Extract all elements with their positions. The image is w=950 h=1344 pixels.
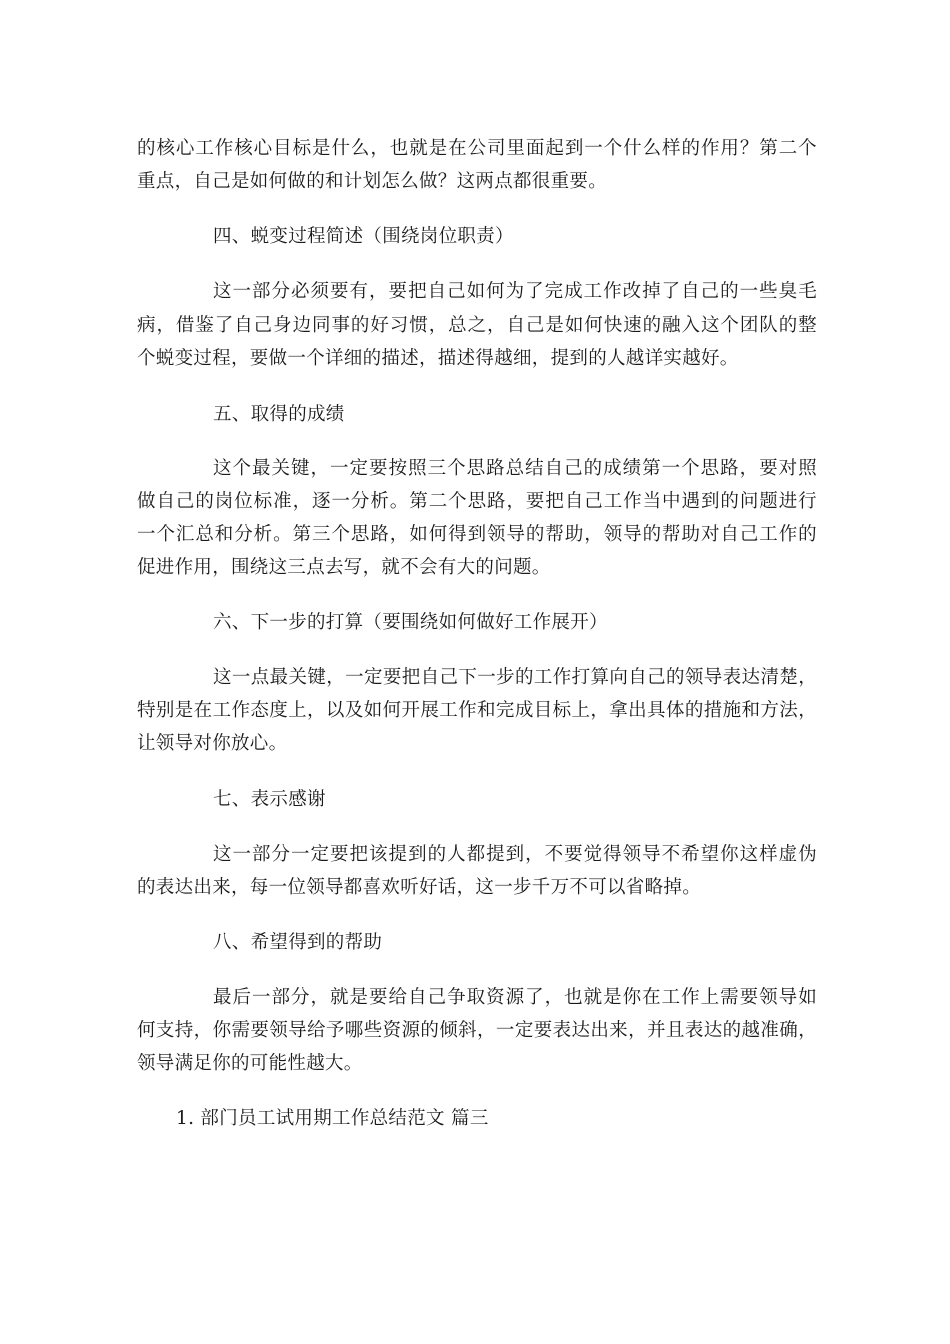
- paragraph-line: 领导满足你的可能性越大。: [137, 1053, 363, 1074]
- paragraph-line: 最后一部分，就是要给自己争取资源了，也就是你在工作上需要领导如: [213, 987, 817, 1008]
- paragraph-line: 促进作用，围绕这三点去写，就不会有大的问题。: [137, 557, 551, 578]
- section-heading: 八、希望得到的帮助: [213, 932, 383, 953]
- list-item-heading: 1. 部门员工试用期工作总结范文 篇三: [176, 1108, 489, 1129]
- section-heading: 六、下一步的打算（要围绕如何做好工作展开）: [213, 612, 608, 633]
- section-heading: 五、取得的成绩: [213, 404, 345, 425]
- paragraph-line: 这一部分一定要把该提到的人都提到，不要觉得领导不希望你这样虚伪: [213, 844, 817, 865]
- paragraph-line: 让领导对你放心。: [137, 733, 288, 754]
- section-heading: 四、蜕变过程简述（围绕岗位职责）: [213, 226, 514, 247]
- paragraph-line: 重点，自己是如何做的和计划怎么做？这两点都很重要。: [137, 171, 608, 192]
- paragraph-line: 一个汇总和分析。第三个思路，如何得到领导的帮助，领导的帮助对自己工作的: [137, 524, 817, 545]
- paragraph-line: 这一部分必须要有，要把自己如何为了完成工作改掉了自己的一些臭毛: [213, 281, 817, 302]
- paragraph-line: 特别是在工作态度上，以及如何开展工作和完成目标上，拿出具体的措施和方法，: [137, 700, 817, 721]
- paragraph-line: 这一点最关键，一定要把自己下一步的工作打算向自己的领导表达清楚，: [213, 667, 817, 688]
- paragraph-line: 这个最关键，一定要按照三个思路总结自己的成绩第一个思路，要对照: [213, 458, 817, 479]
- paragraph-line: 病，借鉴了自己身边同事的好习惯，总之，自己是如何快速的融入这个团队的整: [137, 315, 817, 336]
- paragraph-line: 何支持，你需要领导给予哪些资源的倾斜，一定要表达出来，并且表达的越准确，: [137, 1020, 817, 1041]
- paragraph-line: 的表达出来，每一位领导都喜欢听好话，这一步千万不可以省略掉。: [137, 877, 702, 898]
- section-heading: 七、表示感谢: [213, 789, 326, 810]
- paragraph-line: 个蜕变过程，要做一个详细的描述，描述得越细，提到的人越详实越好。: [137, 348, 739, 369]
- paragraph-line: 的核心工作核心目标是什么，也就是在公司里面起到一个什么样的作用？第二个: [137, 138, 817, 159]
- paragraph-line: 做自己的岗位标准，逐一分析。第二个思路，要把自己工作当中遇到的问题进行: [137, 491, 817, 512]
